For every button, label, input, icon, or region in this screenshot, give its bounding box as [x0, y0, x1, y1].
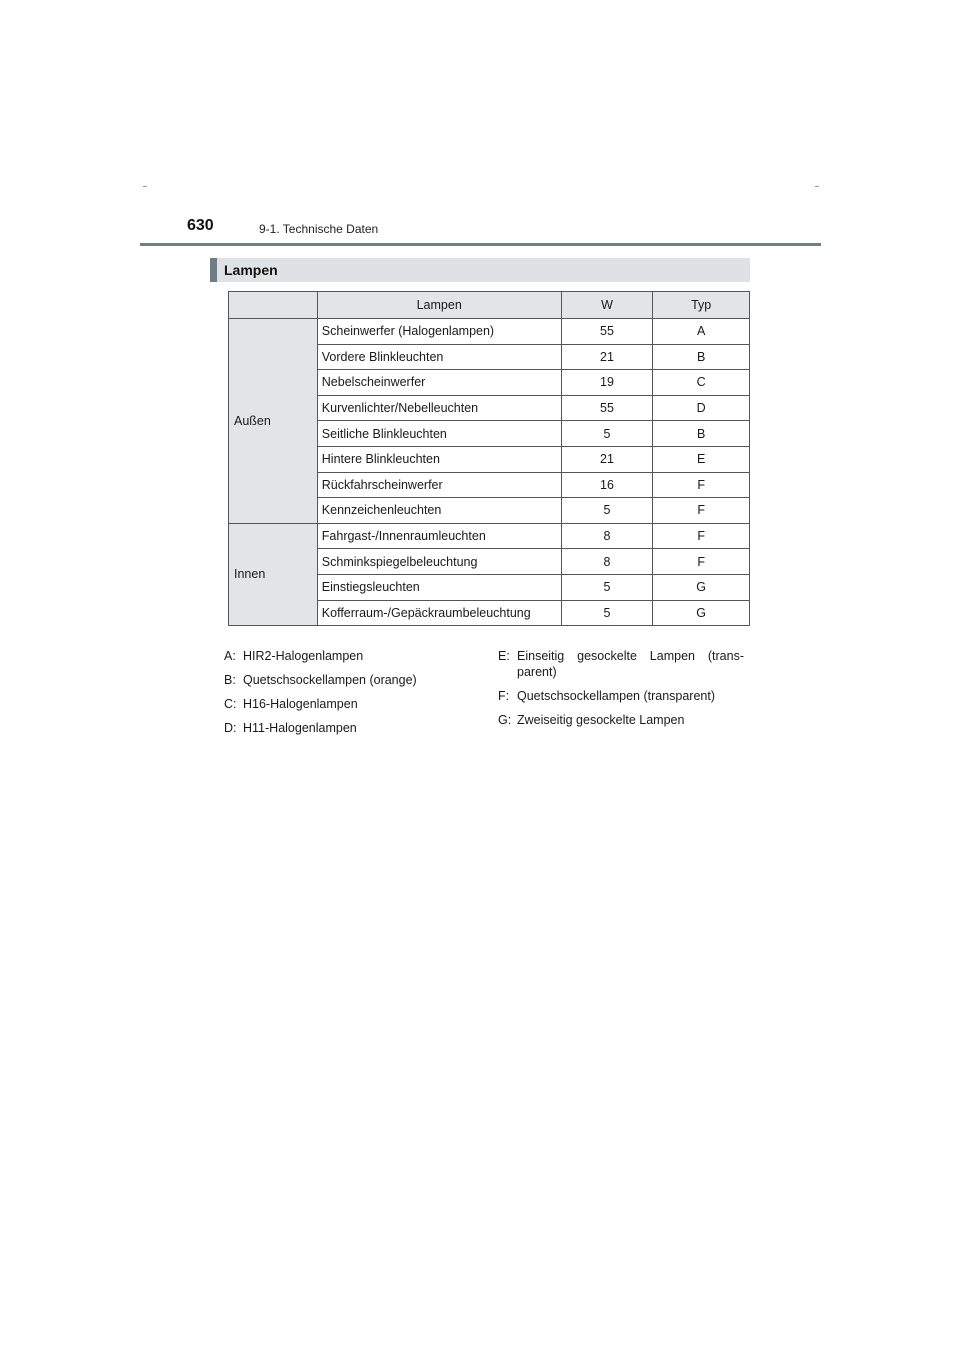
- lamp-name: Fahrgast-/Innenraumleuchten: [317, 523, 561, 549]
- lamp-name: Kurvenlichter/Nebelleuchten: [317, 395, 561, 421]
- lamp-name: Scheinwerfer (Halogenlampen): [317, 319, 561, 345]
- lamp-type: F: [653, 523, 750, 549]
- group-label-innen: Innen: [229, 523, 318, 625]
- legend-key: A:: [224, 649, 236, 663]
- lamp-type: E: [653, 446, 750, 472]
- legend-key: F:: [498, 689, 510, 703]
- header-rule: [140, 243, 821, 246]
- legend-key: B:: [224, 673, 236, 687]
- lamp-watt: 5: [561, 498, 653, 524]
- legend-text: Quetschsockellampen (orange): [243, 673, 417, 687]
- legend-item: [498, 712, 744, 728]
- legend-text: Zweiseitig gesockelte Lampen: [517, 713, 685, 727]
- legend-item: [224, 672, 474, 688]
- lamp-name: Schminkspiegelbeleuchtung: [317, 549, 561, 575]
- lamp-watt: 21: [561, 446, 653, 472]
- table-row: [229, 523, 750, 549]
- crop-mark-left: [143, 186, 147, 187]
- legend-item: [498, 688, 744, 704]
- legend-text: Quetschsockellampen (transparent): [517, 689, 716, 703]
- group-label-aussen: Außen: [229, 319, 318, 524]
- lamp-watt: 8: [561, 523, 653, 549]
- legend-key: C:: [224, 697, 237, 711]
- lamp-type: F: [653, 549, 750, 575]
- lamp-type: G: [653, 600, 750, 626]
- lamp-watt: 16: [561, 472, 653, 498]
- lamp-watt: 21: [561, 344, 653, 370]
- lamp-type: B: [653, 344, 750, 370]
- lamp-watt: 8: [561, 549, 653, 575]
- lamps-table: [228, 291, 750, 626]
- lamp-watt: 55: [561, 319, 653, 345]
- lamp-name: Nebelscheinwerfer: [317, 370, 561, 396]
- legend-key: E:: [498, 649, 510, 663]
- lamp-watt: 5: [561, 600, 653, 626]
- chapter-title: 9-1. Technische Daten: [259, 222, 379, 236]
- table-row: [229, 319, 750, 345]
- legend-item: [224, 696, 474, 712]
- header-typ: Typ: [653, 292, 750, 319]
- lamp-type: A: [653, 319, 750, 345]
- lamp-type: C: [653, 370, 750, 396]
- lamp-name: Vordere Blinkleuchten: [317, 344, 561, 370]
- header-group: [229, 292, 318, 319]
- legend-text: Einseitig gesockelte Lampen (trans-parent): [517, 649, 744, 679]
- lamp-name: Seitliche Blinkleuchten: [317, 421, 561, 447]
- page-number: 630: [187, 217, 214, 234]
- legend-key: D:: [224, 721, 237, 735]
- table-header-row: [229, 292, 750, 319]
- legend-right: [498, 648, 744, 736]
- legend-item: [498, 648, 744, 680]
- legend-item: [224, 648, 474, 664]
- legend-item: [224, 720, 474, 736]
- lamp-name: Kofferraum-/Gepäckraumbeleuchtung: [317, 600, 561, 626]
- legend-text: HIR2-Halogenlampen: [243, 649, 364, 663]
- legend-text: H11-Halogenlampen: [243, 721, 357, 735]
- crop-mark-right: [815, 186, 819, 187]
- lamp-type: D: [653, 395, 750, 421]
- lamp-watt: 5: [561, 421, 653, 447]
- lamp-type: F: [653, 472, 750, 498]
- section-heading-bar: [210, 258, 750, 282]
- lamp-type: G: [653, 574, 750, 600]
- legend-left: [224, 648, 474, 744]
- lamp-watt: 55: [561, 395, 653, 421]
- lamp-watt: 19: [561, 370, 653, 396]
- lamp-type: F: [653, 498, 750, 524]
- legend-text: H16-Halogenlampen: [243, 697, 358, 711]
- lamp-name: Hintere Blinkleuchten: [317, 446, 561, 472]
- header-w: W: [561, 292, 653, 319]
- legend-key: G:: [498, 713, 512, 727]
- section-title: Lampen: [224, 262, 278, 278]
- section-heading-accent: [210, 258, 217, 282]
- header-lampen: Lampen: [317, 292, 561, 319]
- lamp-watt: 5: [561, 574, 653, 600]
- lamp-name: Kennzeichenleuchten: [317, 498, 561, 524]
- lamp-name: Rückfahrscheinwerfer: [317, 472, 561, 498]
- lamp-name: Einstiegsleuchten: [317, 574, 561, 600]
- lamp-type: B: [653, 421, 750, 447]
